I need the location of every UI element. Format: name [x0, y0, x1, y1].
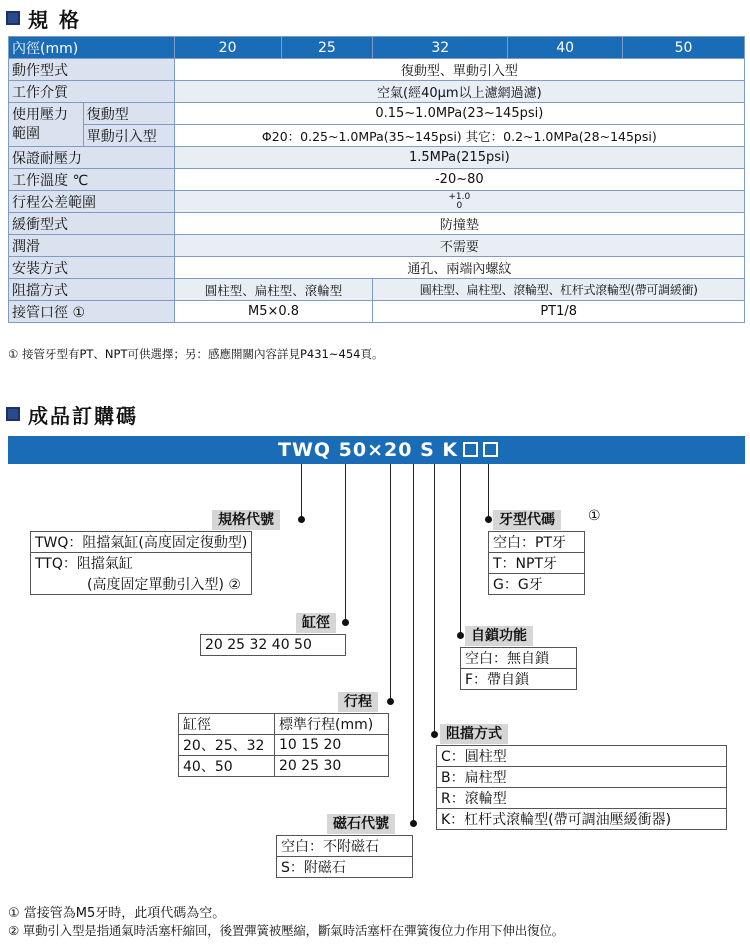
row-label: 安裝方式	[9, 257, 175, 279]
row-label: 工作溫度 ℃	[9, 169, 175, 191]
connector-line	[488, 464, 489, 520]
spec-code-row: TTQ：阻擋氣缸	[31, 553, 252, 574]
connector-line	[301, 464, 302, 520]
connector-dot	[457, 632, 464, 639]
thread-note-mark: ①	[588, 508, 601, 524]
magnet-row: 空白：不附磁石	[277, 836, 413, 857]
thread-row: G：G牙	[489, 574, 585, 595]
spec-note: ① 接管牙型有PT、NPT可供選擇；另：感應開關內容詳見P431~454頁。	[8, 347, 384, 361]
lock-label: 自鎖功能	[465, 626, 533, 646]
magnet-label: 磁石代號	[327, 814, 395, 834]
row-sublabel: 單動引入型	[83, 125, 174, 147]
spec-header-row	[9, 37, 745, 59]
tolerance-lower: 0	[456, 200, 463, 211]
bore-25: 25	[281, 37, 373, 59]
tolerance-upper: +1.0	[448, 191, 471, 202]
row-value: 復動型、單動引入型	[174, 59, 744, 81]
thread-table	[488, 531, 585, 595]
connector-line	[413, 464, 414, 824]
spec-row-action	[9, 59, 745, 81]
spec-row-mount	[9, 257, 745, 279]
spec-section-title: 規 格	[6, 4, 81, 32]
spec-code-row: (高度固定單動引入型) ②	[31, 574, 252, 595]
row-value-right: PT1/8	[373, 301, 745, 323]
stroke-label: 行程	[338, 692, 378, 712]
bore-label: 缸徑	[296, 613, 336, 633]
row-value: 1.5MPa(215psi)	[174, 147, 744, 169]
stopper-table	[436, 745, 727, 830]
bore-table	[200, 634, 346, 656]
row-value: Φ20：0.25~1.0MPa(35~145psi) 其它：0.2~1.0MPa(28~145psi)	[174, 125, 744, 147]
connector-dot	[485, 516, 492, 523]
row-value	[174, 191, 744, 213]
stopper-label: 阻擋方式	[440, 724, 508, 744]
connector-line	[390, 464, 391, 702]
bore-20: 20	[174, 37, 281, 59]
spec-code-table	[30, 531, 252, 595]
row-label: 阻擋方式	[9, 279, 175, 301]
lock-table	[460, 647, 577, 690]
stroke-cell: 10 15 20	[275, 735, 389, 756]
lock-row: F：帶自鎖	[461, 669, 577, 690]
order-code-bar	[8, 436, 745, 464]
row-value-left: 圓柱型、扁柱型、滾輪型	[174, 279, 373, 301]
spec-code-label: 規格代號	[212, 510, 280, 530]
thread-row: T：NPT牙	[489, 553, 585, 574]
row-value: 通孔、兩端內螺紋	[174, 257, 744, 279]
bore-50: 50	[623, 37, 745, 59]
row-label: 接管口徑 ①	[9, 301, 175, 323]
spec-row-cushion	[9, 213, 745, 235]
spec-table	[8, 36, 745, 323]
bore-40: 40	[508, 37, 623, 59]
square-bullet-icon	[6, 407, 20, 421]
stroke-col-header: 缸徑	[179, 714, 275, 735]
order-section-title: 成品訂購碼	[6, 400, 138, 428]
thread-row: 空白：PT牙	[489, 532, 585, 553]
stroke-table	[178, 713, 389, 777]
bore-32: 32	[373, 37, 508, 59]
tolerance-value	[448, 193, 470, 211]
lock-row: 空白：無自鎖	[461, 648, 577, 669]
spec-row-pressure-double	[9, 103, 745, 125]
square-bullet-icon	[6, 11, 20, 25]
row-value-right: 圓柱型、扁柱型、滾輪型、杠杆式滾輪型(帶可調緩衝)	[373, 279, 745, 301]
stopper-row: C：圓柱型	[437, 746, 727, 767]
stopper-row: K：杠杆式滾輪型(帶可調油壓緩衝器)	[437, 809, 727, 830]
spec-row-port	[9, 301, 745, 323]
spec-row-proof	[9, 147, 745, 169]
empty-box-icon	[463, 442, 478, 457]
row-value: -20~80	[174, 169, 744, 191]
spec-row-stopper	[9, 279, 745, 301]
connector-dot	[342, 619, 349, 626]
row-sublabel: 復動型	[83, 103, 174, 125]
order-code: TWQ 50×20 S K	[278, 436, 498, 464]
row-label: 工作介質	[9, 81, 175, 103]
spec-code-row: TWQ：阻擋氣缸(高度固定復動型)	[31, 532, 252, 553]
empty-box-icon	[483, 442, 498, 457]
bore-header: 內徑(mm)	[9, 37, 175, 59]
magnet-row: S：附磁石	[277, 857, 413, 878]
stopper-row: R：滾輪型	[437, 788, 727, 809]
row-label: 行程公差範圍	[9, 191, 175, 213]
row-value: 不需要	[174, 235, 744, 257]
row-value: 防撞墊	[174, 213, 744, 235]
spec-row-medium	[9, 81, 745, 103]
spec-row-temp	[9, 169, 745, 191]
stroke-cell: 20 25 30	[275, 756, 389, 777]
row-label: 保證耐壓力	[9, 147, 175, 169]
spec-row-stroke-tolerance	[9, 191, 745, 213]
stroke-cell: 40、50	[179, 756, 275, 777]
connector-line	[434, 464, 435, 734]
connector-dot	[298, 516, 305, 523]
footnote: ② 單動引入型是指通氣時活塞杆縮回，後置彈簧被壓縮，斷氣時活塞杆在彈簧復位力作用下伸出復位。	[8, 923, 564, 938]
connector-line	[345, 464, 346, 623]
row-label: 潤滑	[9, 235, 175, 257]
bore-values: 20 25 32 40 50	[201, 635, 346, 656]
row-value-left: M5×0.8	[174, 301, 373, 323]
magnet-table	[276, 835, 413, 878]
footnote: ① 當接管為M5牙時，此項代碼為空。	[8, 906, 226, 921]
connector-line	[460, 464, 461, 636]
stroke-cell: 20、25、32	[179, 735, 275, 756]
stopper-row: B：扁柱型	[437, 767, 727, 788]
connector-dot	[431, 731, 438, 738]
spec-row-pressure-single	[9, 125, 745, 147]
row-label: 緩衝型式	[9, 213, 175, 235]
row-label: 動作型式	[9, 59, 175, 81]
row-value: 空氣(經40μm以上濾網過濾)	[174, 81, 744, 103]
connector-dot	[410, 820, 417, 827]
spec-row-lube	[9, 235, 745, 257]
pressure-group-label: 使用壓力範圍	[9, 103, 84, 147]
row-value: 0.15~1.0MPa(23~145psi)	[174, 103, 744, 125]
thread-label: 牙型代碼	[493, 510, 561, 530]
stroke-col-header: 標準行程(mm)	[275, 714, 389, 735]
connector-dot	[387, 698, 394, 705]
